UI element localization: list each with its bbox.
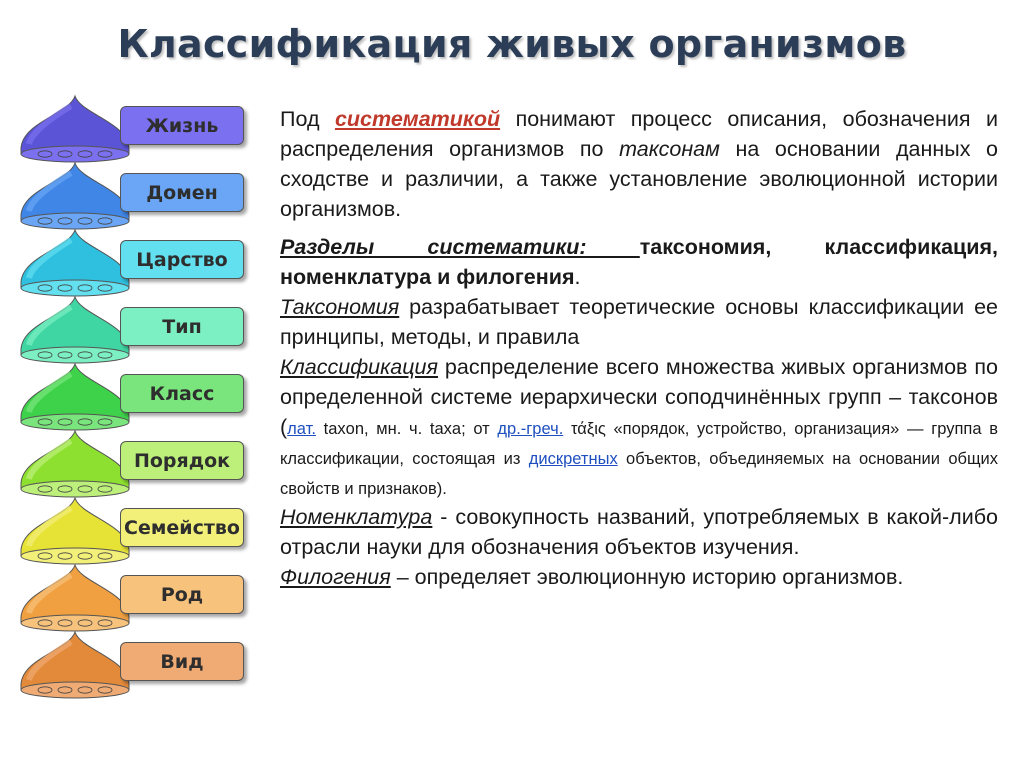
phylogeny-paragraph	[280, 562, 998, 592]
rank-bell-9	[21, 632, 129, 698]
term-taxons: таксонам	[619, 137, 720, 161]
term-classification: Классификация	[280, 355, 438, 379]
classification-paragraph	[280, 352, 998, 502]
text-span: Под	[280, 107, 335, 131]
rank-label-8: Род	[120, 575, 244, 614]
term-nomenclature: Номенклатура	[280, 505, 433, 529]
term-phylogeny: Филогения	[280, 565, 391, 589]
text-span: объектов, объединяемых на основании общих свойств и признаков).	[280, 450, 998, 498]
rank-bell-6	[21, 431, 129, 497]
rank-bell-1	[21, 96, 129, 162]
text-span: на основании данных о сходстве и различии, а также установление эволюционной истории организмов.	[280, 137, 999, 221]
rank-bell-8	[21, 565, 129, 631]
rank-bell-4	[21, 297, 129, 363]
term-systematics: систематикой	[334, 107, 501, 131]
sections-paragraph	[280, 232, 998, 292]
term-taxonomy: Таксономия	[280, 295, 400, 319]
sections-heading: Разделы систематики:	[280, 235, 640, 259]
text-span: распределение всего множества живых организмов по определенной системе иерархически соподчинённых групп – таксонов (	[280, 355, 998, 439]
rank-label-9: Вид	[120, 642, 244, 681]
text-span: понимают процесс описания, обозначения и распределения организмов по	[280, 107, 998, 161]
rank-label-7: Семейство	[120, 508, 244, 547]
link-discrete[interactable]: дискретных	[528, 450, 618, 468]
sections-list: таксономия, классификация, номенклатура и филогения	[280, 235, 998, 289]
definition-paragraph	[280, 104, 998, 224]
text-span: τάξις «порядок, устройство, организация» — группа в классификации, состоящая из	[280, 420, 998, 468]
link-lat[interactable]: лат.	[287, 420, 316, 438]
text-span: разрабатывает теоретические основы классификации ее принципы, методы, и правила	[280, 295, 998, 349]
rank-label-2: Домен	[120, 173, 244, 212]
text-span: – определяет эволюционную историю организмов.	[390, 565, 904, 589]
taxonomy-paragraph	[280, 292, 998, 352]
rank-bell-3	[21, 230, 129, 296]
rank-bell-2	[21, 163, 129, 229]
rank-label-3: Царство	[120, 240, 244, 279]
rank-bell-7	[21, 498, 129, 564]
text-span: - совокупность названий, употребляемых в какой-либо отрасли науки для обозначения объектов изучения.	[280, 505, 998, 559]
text-content	[280, 104, 998, 592]
text-span: taxon, мн. ч. taxa; от	[315, 420, 498, 438]
page-title: Классификация живых организмов	[117, 22, 907, 66]
taxonomy-ladder	[0, 0, 260, 767]
rank-label-5: Класс	[120, 374, 244, 413]
rank-label-4: Тип	[120, 307, 244, 346]
rank-bell-5	[21, 364, 129, 430]
rank-label-6: Порядок	[120, 441, 244, 480]
rank-label-1: Жизнь	[120, 106, 244, 145]
text-span: .	[574, 265, 581, 289]
nomenclature-paragraph	[280, 502, 998, 562]
link-greek[interactable]: др.-греч.	[497, 420, 564, 438]
